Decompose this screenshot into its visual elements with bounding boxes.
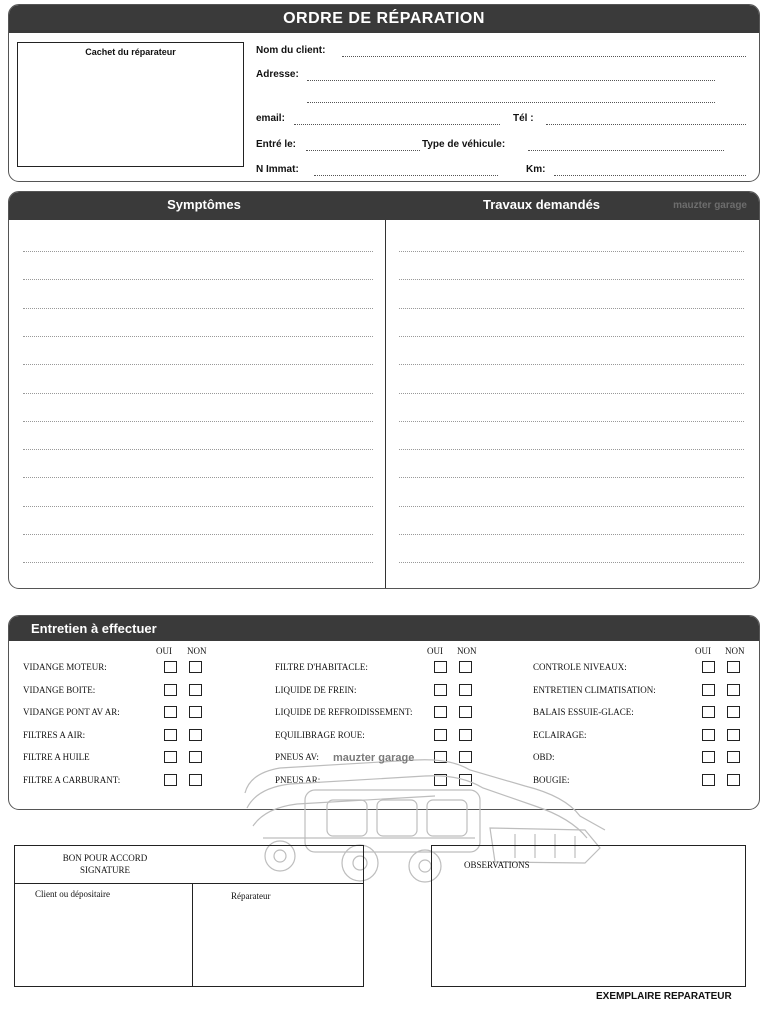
km-field[interactable] bbox=[554, 175, 746, 176]
client-signature-area[interactable] bbox=[15, 884, 192, 987]
maintenance-item-label: CONTROLE NIVEAUX: bbox=[533, 662, 627, 672]
work-line[interactable] bbox=[399, 506, 744, 507]
work-line[interactable] bbox=[399, 364, 744, 365]
address-field-line2[interactable] bbox=[307, 102, 715, 103]
agreement-line1: BON POUR ACCORD bbox=[62, 853, 148, 863]
no-checkbox[interactable] bbox=[189, 774, 202, 786]
garage-watermark: mauzter garage bbox=[673, 200, 747, 211]
yes-checkbox[interactable] bbox=[434, 661, 447, 673]
symptom-line[interactable] bbox=[23, 251, 373, 252]
no-checkbox[interactable] bbox=[459, 706, 472, 718]
registration-field[interactable] bbox=[314, 175, 498, 176]
yes-checkbox[interactable] bbox=[702, 706, 715, 718]
signature-box bbox=[14, 845, 364, 987]
yes-header: OUI bbox=[156, 646, 172, 656]
maintenance-item-label: LIQUIDE DE FREIN: bbox=[275, 684, 357, 695]
agreement-line2: SIGNATURE bbox=[79, 865, 130, 875]
no-header: NON bbox=[725, 646, 745, 656]
maintenance-item-label: BALAIS ESSUIE-GLACE: bbox=[533, 707, 634, 717]
address-label: Adresse: bbox=[256, 69, 299, 80]
yes-checkbox[interactable] bbox=[164, 684, 177, 696]
maintenance-item-label: ENTRETIEN CLIMATISATION: bbox=[533, 684, 656, 695]
maintenance-item-label: PNEUS AV: bbox=[275, 752, 319, 762]
yes-checkbox[interactable] bbox=[164, 774, 177, 786]
client-name-field[interactable] bbox=[342, 56, 746, 57]
repairer-signature-label: Réparateur bbox=[231, 891, 271, 901]
no-checkbox[interactable] bbox=[459, 661, 472, 673]
vehicle-type-field[interactable] bbox=[528, 150, 724, 151]
client-name-label: Nom du client: bbox=[256, 45, 326, 56]
no-checkbox[interactable] bbox=[727, 729, 740, 741]
maintenance-item-label: PNEUS AR: bbox=[275, 774, 321, 785]
maintenance-item-label: FILTRE D'HABITACLE: bbox=[275, 662, 368, 672]
work-line[interactable] bbox=[399, 393, 744, 394]
no-checkbox[interactable] bbox=[189, 729, 202, 741]
yes-checkbox[interactable] bbox=[164, 661, 177, 673]
customer-info-card bbox=[8, 4, 760, 182]
symptom-line[interactable] bbox=[23, 477, 373, 478]
yes-checkbox[interactable] bbox=[164, 729, 177, 741]
form-title: ORDRE DE RÉPARATION bbox=[9, 5, 759, 33]
yes-checkbox[interactable] bbox=[702, 661, 715, 673]
no-checkbox[interactable] bbox=[727, 774, 740, 786]
no-checkbox[interactable] bbox=[727, 751, 740, 763]
agreement-title bbox=[15, 852, 195, 876]
symptom-line[interactable] bbox=[23, 308, 373, 309]
work-line[interactable] bbox=[399, 562, 744, 563]
work-line[interactable] bbox=[399, 449, 744, 450]
address-field-line1[interactable] bbox=[307, 80, 715, 81]
maintenance-item-label: BOUGIE: bbox=[533, 774, 570, 785]
maintenance-item-label: FILTRE A CARBURANT: bbox=[23, 774, 121, 785]
no-checkbox[interactable] bbox=[189, 706, 202, 718]
maintenance-item-label: FILTRE A HUILE bbox=[23, 752, 90, 762]
no-checkbox[interactable] bbox=[189, 751, 202, 763]
work-line[interactable] bbox=[399, 279, 744, 280]
no-checkbox[interactable] bbox=[727, 661, 740, 673]
email-field[interactable] bbox=[294, 124, 500, 125]
yes-checkbox[interactable] bbox=[164, 751, 177, 763]
km-label: Km: bbox=[526, 164, 546, 175]
repairer-stamp-box[interactable] bbox=[17, 42, 244, 167]
symptoms-title: Symptômes bbox=[167, 197, 241, 212]
work-line[interactable] bbox=[399, 421, 744, 422]
entry-date-field[interactable] bbox=[306, 150, 420, 151]
maintenance-item-label: LIQUIDE DE REFROIDISSEMENT: bbox=[275, 707, 413, 717]
no-checkbox[interactable] bbox=[459, 684, 472, 696]
jobs-card bbox=[8, 191, 760, 589]
jobs-card-header bbox=[9, 192, 759, 220]
vehicle-type-label: Type de véhicule: bbox=[422, 139, 506, 150]
work-line[interactable] bbox=[399, 477, 744, 478]
work-line[interactable] bbox=[399, 251, 744, 252]
observations-box[interactable] bbox=[431, 845, 746, 987]
work-line[interactable] bbox=[399, 308, 744, 309]
repairer-signature-area[interactable] bbox=[193, 884, 364, 987]
symptom-line[interactable] bbox=[23, 449, 373, 450]
yes-checkbox[interactable] bbox=[702, 774, 715, 786]
column-divider bbox=[385, 220, 386, 589]
phone-field[interactable] bbox=[546, 124, 746, 125]
symptom-line[interactable] bbox=[23, 534, 373, 535]
phone-label: Tél : bbox=[513, 113, 534, 124]
work-line[interactable] bbox=[399, 336, 744, 337]
no-checkbox[interactable] bbox=[189, 661, 202, 673]
works-title: Travaux demandés bbox=[482, 197, 601, 212]
work-line[interactable] bbox=[399, 534, 744, 535]
maintenance-item-label: EQUILIBRAGE ROUE: bbox=[275, 729, 365, 740]
maintenance-item-label: VIDANGE BOITE: bbox=[23, 684, 96, 695]
no-checkbox[interactable] bbox=[189, 684, 202, 696]
maintenance-item-label: ECLAIRAGE: bbox=[533, 729, 587, 740]
yes-checkbox[interactable] bbox=[702, 751, 715, 763]
symptom-line[interactable] bbox=[23, 562, 373, 563]
no-header: NON bbox=[187, 646, 207, 656]
symptom-line[interactable] bbox=[23, 421, 373, 422]
entry-date-label: Entré le: bbox=[256, 139, 297, 150]
maintenance-item-label: VIDANGE MOTEUR: bbox=[23, 662, 107, 672]
maintenance-item-label: VIDANGE PONT AV AR: bbox=[23, 707, 120, 717]
copy-footer: EXEMPLAIRE REPARATEUR bbox=[596, 991, 732, 1002]
observations-label: OBSERVATIONS bbox=[464, 860, 530, 870]
yes-checkbox[interactable] bbox=[702, 729, 715, 741]
no-header: NON bbox=[457, 646, 477, 656]
no-checkbox[interactable] bbox=[727, 706, 740, 718]
maintenance-item-label: OBD: bbox=[533, 752, 555, 762]
garage-watermark: mauzter garage bbox=[333, 752, 415, 764]
client-signature-label: Client ou dépositaire bbox=[35, 889, 110, 899]
stamp-label: Cachet du réparateur bbox=[85, 47, 176, 57]
yes-checkbox[interactable] bbox=[434, 684, 447, 696]
yes-checkbox[interactable] bbox=[434, 706, 447, 718]
yes-header: OUI bbox=[427, 646, 443, 656]
symptom-line[interactable] bbox=[23, 364, 373, 365]
maintenance-title: Entretien à effectuer bbox=[9, 616, 759, 641]
symptom-line[interactable] bbox=[23, 393, 373, 394]
yes-checkbox[interactable] bbox=[164, 706, 177, 718]
symptom-line[interactable] bbox=[23, 506, 373, 507]
symptom-line[interactable] bbox=[23, 336, 373, 337]
maintenance-item-label: FILTRES A AIR: bbox=[23, 729, 86, 740]
no-checkbox[interactable] bbox=[727, 684, 740, 696]
yes-header: OUI bbox=[695, 646, 711, 656]
yes-checkbox[interactable] bbox=[702, 684, 715, 696]
registration-label: N Immat: bbox=[256, 164, 299, 175]
symptom-line[interactable] bbox=[23, 279, 373, 280]
email-label: email: bbox=[256, 113, 285, 124]
